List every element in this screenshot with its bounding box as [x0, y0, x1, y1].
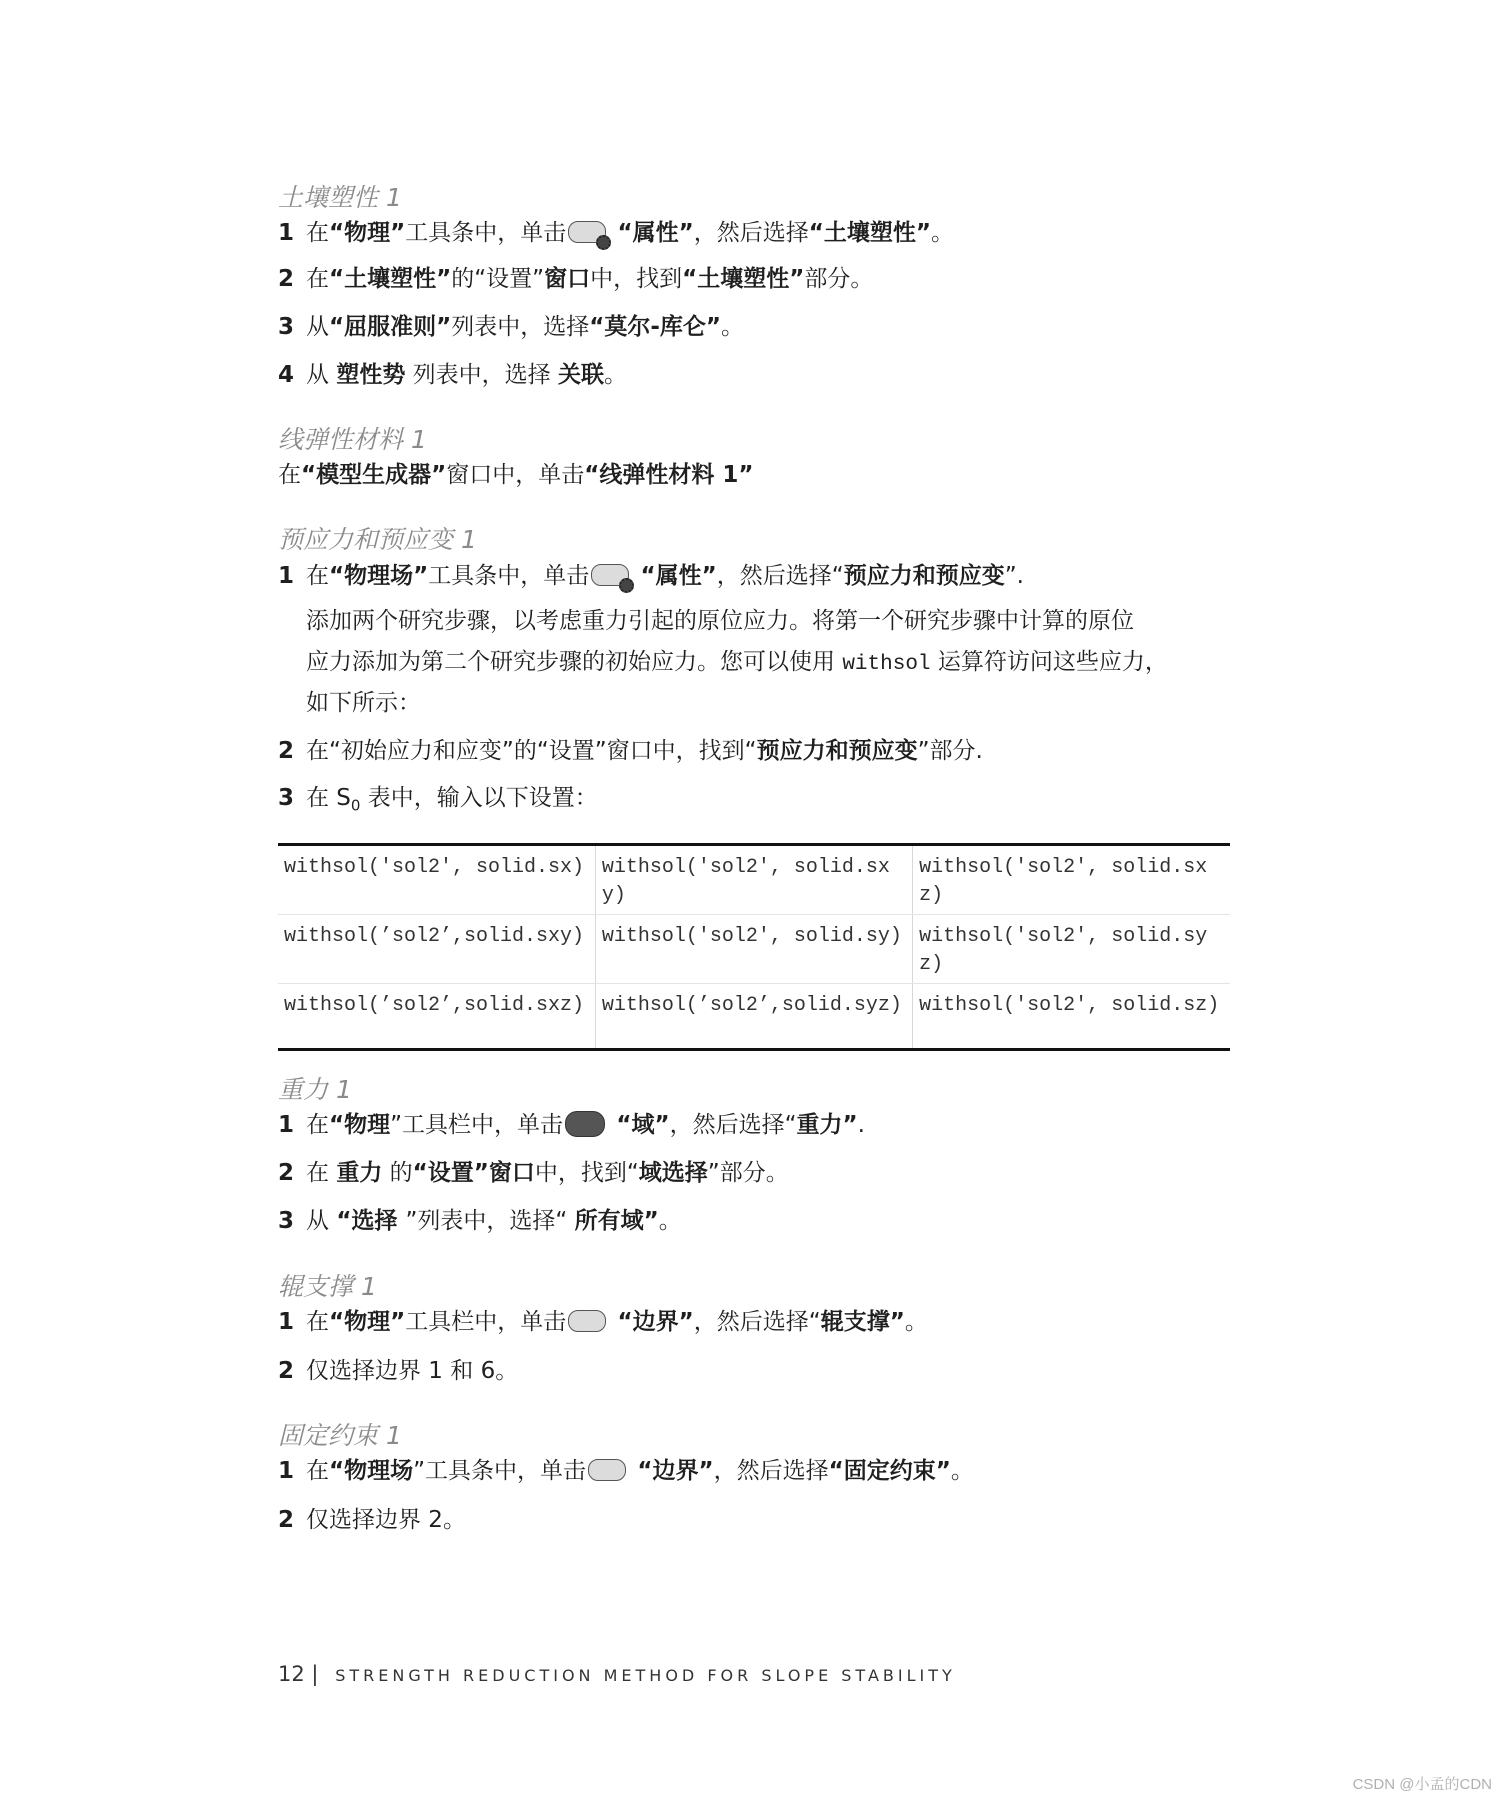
step-text: ”列表中，选择“: [405, 1208, 575, 1234]
linear-elastic-instruction: [278, 460, 753, 490]
properties-icon: [568, 221, 606, 243]
step-bold: “域”: [616, 1112, 670, 1138]
step-text: ，然后选择: [713, 1458, 829, 1484]
step-bold: 域选择: [638, 1160, 708, 1186]
step-bold: “莫尔-库仑”: [589, 314, 722, 340]
step-text: 在: [306, 1112, 329, 1138]
step-text: 。: [721, 314, 745, 340]
step-text: 在 S: [306, 785, 351, 811]
step-text: 工具条中，单击: [405, 220, 567, 246]
step-number: 1: [278, 1112, 295, 1138]
step-number: 1: [278, 563, 295, 589]
step-bold: “物理: [329, 1112, 391, 1138]
step-number: 4: [278, 362, 295, 388]
step-bold: “属性”: [617, 220, 694, 246]
step-number: 1: [278, 220, 295, 246]
step-text: ，然后选择“: [716, 563, 844, 589]
step-number: 3: [278, 1208, 295, 1234]
domain-icon: [565, 1111, 605, 1137]
properties-icon: [591, 564, 629, 586]
section-title-gravity: 重力 1: [278, 1075, 352, 1104]
step-text: 在: [306, 266, 329, 292]
step-bold: 窗口: [544, 266, 591, 292]
step-text: ”部分.: [917, 738, 983, 764]
table-row: [278, 845, 1230, 915]
running-title: STRENGTH REDUCTION METHOD FOR SLOPE STABILITY: [335, 1666, 956, 1685]
step-text: 部分。: [804, 266, 874, 292]
step-text: 的“设置”: [451, 266, 545, 292]
step-text: 在: [278, 462, 301, 488]
step-gravity-3: [278, 1206, 682, 1236]
watermark: CSDN @小孟的CDN: [1352, 1776, 1492, 1793]
step-text: 在: [306, 220, 329, 246]
step-text: 在“初始应力和应变”的“设置”窗口中，找到“: [306, 738, 757, 764]
step-number: 2: [278, 738, 295, 764]
s0-settings-table: [278, 843, 1230, 1051]
section-title-roller: 辊支撑 1: [278, 1272, 377, 1301]
section-title-fixed: 固定约束 1: [278, 1421, 402, 1450]
step-roller-1: [278, 1307, 928, 1337]
step-text: .: [857, 1112, 865, 1138]
table-cell: withsol('sol2', solid.sy): [595, 915, 912, 984]
step-soil-2: [278, 264, 873, 294]
step-bold: 关联: [557, 362, 604, 388]
step-text: ”工具条中，单击: [413, 1458, 587, 1484]
step-text: 从: [306, 1208, 337, 1234]
step-text: 。: [603, 362, 627, 388]
step-gravity-2: [278, 1158, 789, 1188]
step-text: 。: [658, 1208, 682, 1234]
step-bold: “土壤塑性”: [808, 220, 932, 246]
boundary-icon: [588, 1459, 626, 1481]
step-text: ”部分。: [707, 1160, 789, 1186]
step-text: 仅选择边界 1 和 6。: [306, 1358, 519, 1384]
section-title-prestress: 预应力和预应变 1: [278, 525, 477, 554]
table-cell: withsol('sol2', solid.sxz): [913, 845, 1230, 915]
step-text: 仅选择边界 2。: [306, 1507, 466, 1533]
step-text: 在: [306, 1458, 329, 1484]
step-roller-2: [278, 1356, 518, 1386]
step-soil-4: [278, 360, 627, 390]
step-text: 从: [306, 314, 329, 340]
step-bold: 辊支撑”: [820, 1309, 905, 1335]
step-bold: “线弹性材料 1”: [584, 462, 754, 488]
step-text: 中，找到: [590, 266, 683, 292]
step-number: 2: [278, 1507, 295, 1533]
step-bold: “属性”: [640, 563, 717, 589]
step-text: 窗口中，单击: [446, 462, 585, 488]
step-number: 2: [278, 1358, 295, 1384]
step-bold: “物理场”: [329, 563, 429, 589]
step-text: 在: [306, 563, 329, 589]
step-text: 。: [904, 1309, 928, 1335]
table-row: [278, 984, 1230, 1050]
step-text: ，然后选择“: [669, 1112, 797, 1138]
section-title-soil-plasticity: 土壤塑性 1: [278, 183, 402, 212]
footer-separator: |: [311, 1662, 319, 1686]
step-bold: “选择: [336, 1208, 406, 1234]
step-number: 2: [278, 266, 295, 292]
step-gravity-1: [278, 1110, 865, 1140]
gear-icon: [596, 235, 611, 250]
section-title-linear-elastic: 线弹性材料 1: [278, 425, 427, 454]
step-bold: 所有域”: [574, 1208, 659, 1234]
step-bold: “模型生成器”: [301, 462, 447, 488]
boundary-icon: [568, 1310, 606, 1332]
step-bold: “边界”: [637, 1458, 714, 1484]
step-bold: 重力”: [796, 1112, 858, 1138]
step-bold: “固定约束”: [828, 1458, 951, 1484]
table-cell: withsol('sol2', solid.sx): [278, 845, 595, 915]
step-bold: “物理”: [329, 220, 406, 246]
step-text: ，然后选择: [693, 220, 809, 246]
inline-code: withsol: [842, 653, 931, 676]
step-number: 1: [278, 1458, 295, 1484]
step-number: 3: [278, 314, 295, 340]
step-prestress-1: [278, 561, 1024, 591]
step-text: 。: [950, 1458, 974, 1484]
step-bold: “设置”窗口: [412, 1160, 535, 1186]
gear-icon: [619, 578, 634, 593]
step-fixed-2: [278, 1505, 466, 1535]
table-cell: withsol(’sol2’,solid.syz): [595, 984, 912, 1050]
table-row: [278, 915, 1230, 984]
step-text: ，然后选择“: [693, 1309, 821, 1335]
step-text: 在: [306, 1309, 329, 1335]
step-bold: 重力: [336, 1160, 383, 1186]
step-text: ”.: [1004, 563, 1024, 589]
step-number: 3: [278, 785, 295, 811]
step-soil-3: [278, 312, 744, 342]
step-number: 1: [278, 1309, 295, 1335]
step-soil-1: [278, 218, 954, 248]
step-text: 表中，输入以下设置：: [360, 785, 598, 811]
step-bold: 预应力和预应变: [756, 738, 918, 764]
prestress-paragraph-line-3: 如下所示：: [306, 690, 421, 716]
step-number: 2: [278, 1160, 295, 1186]
page-number: 12: [278, 1662, 305, 1686]
step-text: 应力添加为第二个研究步骤的初始应力。您可以使用: [306, 649, 843, 675]
step-bold: 预应力和预应变: [843, 563, 1005, 589]
step-bold: 塑性势: [336, 362, 406, 388]
step-text: 列表中，选择: [451, 314, 590, 340]
step-text: 在: [306, 1160, 337, 1186]
step-prestress-3: [278, 783, 598, 821]
step-text: 的: [382, 1160, 413, 1186]
step-text: ”工具栏中，单击: [390, 1112, 564, 1138]
prestress-paragraph-line-2: [278, 647, 1168, 680]
step-prestress-2: [278, 736, 983, 766]
table-cell: withsol('sol2', solid.syz): [913, 915, 1230, 984]
step-text: 中，找到“: [534, 1160, 639, 1186]
prestress-paragraph-line-1: 添加两个研究步骤，以考虑重力引起的原位应力。将第一个研究步骤中计算的原位: [306, 608, 1134, 634]
subscript: 0: [350, 796, 361, 815]
step-bold: “物理场: [329, 1458, 414, 1484]
step-bold: “物理”: [329, 1309, 406, 1335]
step-text: 运算符访问这些应力，: [930, 649, 1168, 675]
step-text: 工具条中，单击: [428, 563, 590, 589]
table-cell: withsol(’sol2’,solid.sxy): [278, 915, 595, 984]
page-footer: [278, 1662, 956, 1686]
step-text: 从: [306, 362, 337, 388]
step-bold: “屈服准则”: [329, 314, 452, 340]
step-text: 列表中，选择: [405, 362, 558, 388]
table-cell: withsol(’sol2’,solid.sxz): [278, 984, 595, 1050]
step-text: 。: [931, 220, 955, 246]
table-cell: withsol('sol2', solid.sz): [913, 984, 1230, 1050]
step-bold: “土壤塑性”: [329, 266, 452, 292]
step-bold: “土壤塑性”: [682, 266, 805, 292]
table-cell: withsol('sol2', solid.sxy): [595, 845, 912, 915]
step-bold: “边界”: [617, 1309, 694, 1335]
step-fixed-1: [278, 1456, 974, 1486]
step-text: 工具栏中，单击: [405, 1309, 567, 1335]
